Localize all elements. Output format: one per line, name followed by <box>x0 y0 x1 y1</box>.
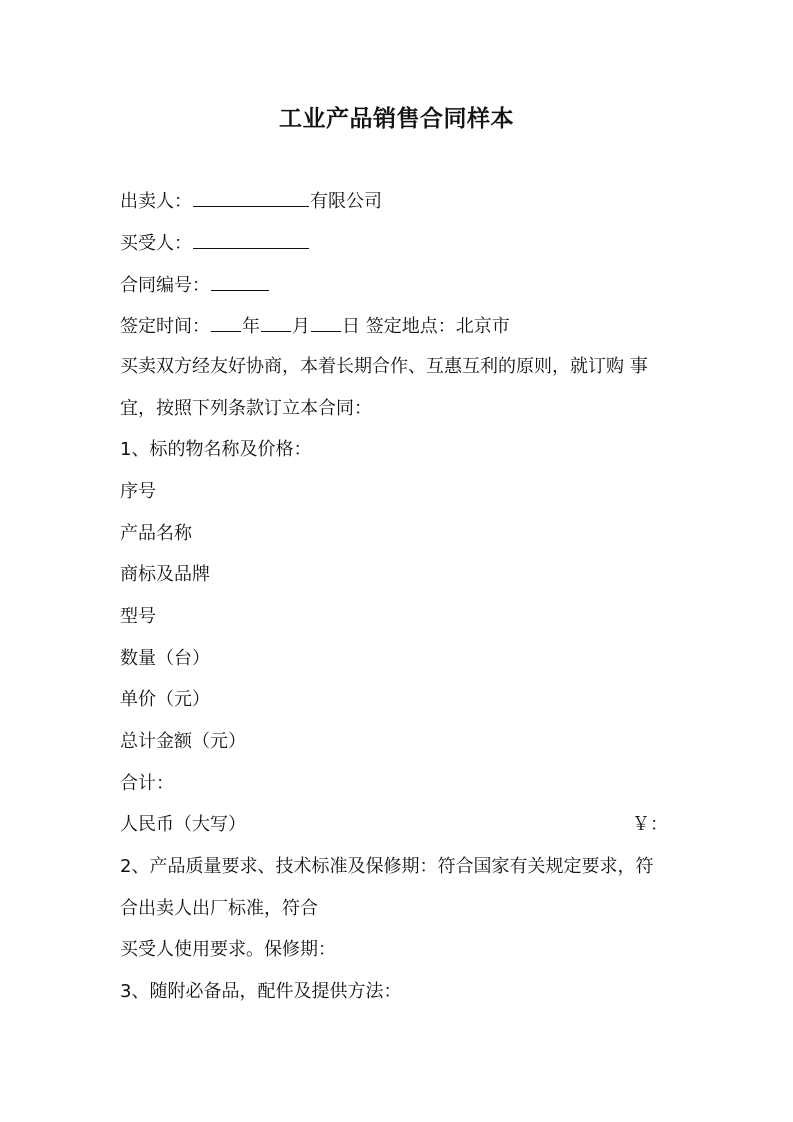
buyer-label: 买受人： <box>120 233 192 254</box>
field-subtotal: 合计： <box>120 773 174 794</box>
contract-no-line <box>120 272 270 298</box>
seller-blank <box>193 188 309 207</box>
sign-time-line <box>120 313 510 339</box>
intro-line-2: 宜，按照下列条款订立本合同： <box>120 398 372 419</box>
document-title: 工业产品销售合同样本 <box>279 106 514 132</box>
section-2-line-3: 买受人使用要求。保修期： <box>120 939 336 960</box>
field-serial-no: 序号 <box>120 481 156 502</box>
field-brand: 商标及品牌 <box>120 564 210 585</box>
year-blank <box>211 313 241 332</box>
month-label: 月 <box>292 316 310 337</box>
section-1-heading: 1、标的物名称及价格： <box>120 439 312 460</box>
day-blank <box>311 313 341 332</box>
section-2-line-2: 合出卖人出厂标准，符合 <box>120 898 318 919</box>
month-blank <box>261 313 291 332</box>
intro-line-1: 买卖双方经友好协商，本着长期合作、互惠互利的原则，就订购 事 <box>120 356 648 377</box>
field-model: 型号 <box>120 606 156 627</box>
buyer-blank <box>193 230 309 249</box>
field-product-name: 产品名称 <box>120 523 192 544</box>
seller-label: 出卖人： <box>120 191 192 212</box>
sign-time-label: 签定时间： <box>120 316 210 337</box>
seller-line <box>120 188 382 214</box>
day-label: 日 <box>342 316 360 337</box>
sign-place: 签定地点：北京市 <box>360 316 510 337</box>
year-label: 年 <box>242 316 260 337</box>
field-quantity: 数量（台） <box>120 648 210 669</box>
rmb-line <box>120 813 676 837</box>
seller-suffix: 有限公司 <box>310 191 382 212</box>
field-total-amount: 总计金额（元） <box>120 731 246 752</box>
field-unit-price: 单价（元） <box>120 689 210 710</box>
rmb-symbol: ￥： <box>632 814 668 835</box>
buyer-line <box>120 230 310 256</box>
section-2-line-1: 2、产品质量要求、技术标准及保修期：符合国家有关规定要求，符 <box>120 856 654 877</box>
contract-no-label: 合同编号： <box>120 275 210 296</box>
contract-no-blank <box>211 272 269 291</box>
rmb-label: 人民币（大写） <box>120 814 246 835</box>
section-3-heading: 3、随附必备品，配件及提供方法： <box>120 981 402 1002</box>
